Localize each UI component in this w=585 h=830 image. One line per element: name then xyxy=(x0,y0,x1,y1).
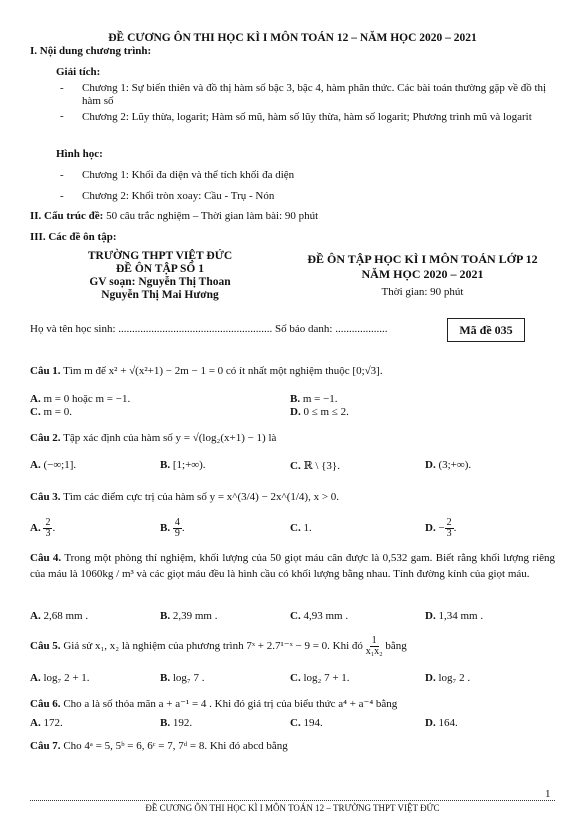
q2-option-d xyxy=(425,459,471,471)
teacher-2: Nguyễn Thị Mai Hương xyxy=(101,289,219,301)
fraction xyxy=(366,636,383,657)
q7-text: Cho 4ᵃ = 5, 5ᵇ = 6, 6ᶜ = 7, 7ᵈ = 8. Khi đó abcd bằng xyxy=(63,740,288,752)
option-value: 192. xyxy=(172,717,193,729)
option-letter: D. xyxy=(425,522,436,535)
school-block xyxy=(60,250,260,302)
option-letter: B. xyxy=(160,522,171,535)
gt-item-1: Chương 1: Sự biến thiên và đồ thị hàm số bậc 3, bậc 4, hàm phân thức. Các bài toán thường gặp về đồ thị hàm số xyxy=(82,82,547,107)
option-value: 194. xyxy=(303,717,323,729)
option-value: ℝ \ {3}. xyxy=(303,460,340,472)
q5-option-b xyxy=(160,672,205,684)
footer-text: ĐỀ CƯƠNG ÔN THI HỌC KÌ I MÔN TOÁN 12 – TRƯỜNG THPT VIỆT ĐỨC xyxy=(145,803,440,813)
denominator: 3 xyxy=(45,528,51,539)
q1-text: Tìm m để x² + √(x²+1) − 2m − 1 = 0 có ít nhất một nghiệm thuộc [0;√3]. xyxy=(63,365,383,377)
fraction xyxy=(43,518,52,539)
option-value: m = 0 hoặc m = −1. xyxy=(43,393,131,405)
option-letter: B. xyxy=(290,393,301,405)
footer-divider xyxy=(30,800,555,801)
q3-option-d: D. − $\frac{2}{3}$ . xyxy=(425,517,457,539)
q5-label: Câu 5. xyxy=(30,640,61,653)
option-letter: D. xyxy=(425,672,436,684)
option-letter: C. xyxy=(290,672,301,684)
option-letter: B. xyxy=(160,459,171,471)
option-value: log₇ 7 . xyxy=(172,672,205,684)
exam-title-block xyxy=(290,252,555,282)
option-letter: A. xyxy=(30,610,41,622)
option-value: log₇ 2 + 1. xyxy=(43,672,90,684)
q5-option-d xyxy=(425,672,470,684)
q4-option-c xyxy=(290,610,348,622)
numerator: 2 xyxy=(446,517,452,528)
q1-option-c xyxy=(30,406,72,418)
fraction xyxy=(445,518,454,539)
option-letter: C. xyxy=(290,460,301,472)
q3-option-a: A. $\frac{2}{3}$ . xyxy=(30,517,56,539)
document-title: ĐỀ CƯƠNG ÔN THI HỌC KÌ I MÔN TOÁN 12 – NĂM HỌC 2020 – 2021 xyxy=(108,32,477,44)
page-number: 1 xyxy=(545,788,551,800)
question-1 xyxy=(30,365,383,377)
q6-text: Cho a là số thỏa mãn a + a⁻¹ = 4 . Khi đó giá trị của biểu thức a⁴ + a⁻⁴ bằng xyxy=(63,698,398,710)
option-letter: D. xyxy=(425,610,436,622)
exam-title-line-1: ĐỀ ÔN TẬP HỌC KÌ I MÔN TOÁN LỚP 12 xyxy=(307,252,538,266)
option-letter: C. xyxy=(290,522,301,534)
q5-option-a xyxy=(30,672,90,684)
exam-number: ĐỀ ÔN TẬP SỐ 1 xyxy=(116,263,204,275)
q3-label: Câu 3. xyxy=(30,491,61,503)
exam-code-box: Mã đề 035 xyxy=(447,318,525,342)
q5-text: Giả sử x₁, x₂ là nghiệm của phương trình 7ˣ + 2.7¹⁻ˣ − 9 = 0. Khi đó xyxy=(63,640,363,653)
option-letter: B. xyxy=(160,672,171,684)
option-letter: A. xyxy=(30,717,41,729)
q2-label: Câu 2. xyxy=(30,432,61,444)
option-letter: B. xyxy=(160,717,171,729)
q4-option-d xyxy=(425,610,483,622)
option-letter: A. xyxy=(30,672,41,684)
q1-label: Câu 1. xyxy=(30,365,61,377)
q5-tail: bằng xyxy=(385,640,407,653)
bullet-dash: - xyxy=(60,110,64,122)
option-letter: C. xyxy=(290,610,301,622)
option-value: (−∞;1]. xyxy=(43,459,77,471)
question-2 xyxy=(30,432,276,444)
section-2-text: 50 câu trắc nghiệm – Thời gian làm bài: 90 phút xyxy=(106,210,319,222)
student-info-line: Họ và tên học sinh: ........................................................ Số báo danh: ................... xyxy=(30,323,388,335)
option-value: log₇ 2 . xyxy=(438,672,471,684)
q2-option-c xyxy=(290,459,340,472)
option-value: 164. xyxy=(438,717,458,729)
q3-text: Tìm các điểm cực trị của hàm số y = x^(3/4) − 2x^(1/4), x > 0. xyxy=(63,491,340,503)
option-value: m = 0. xyxy=(43,406,72,418)
option-letter: B. xyxy=(160,610,171,622)
q7-label: Câu 7. xyxy=(30,740,61,752)
q1-option-b xyxy=(290,393,338,405)
q2-option-a xyxy=(30,459,76,471)
bullet-dash: - xyxy=(60,82,64,94)
giai-tich-heading: Giải tích: xyxy=(56,66,101,78)
hh-item-1: Chương 1: Khối đa diện và thể tích khối đa diện xyxy=(82,169,295,181)
q1-option-d xyxy=(290,406,349,418)
option-letter: C. xyxy=(290,717,301,729)
option-value: m = −1. xyxy=(302,393,338,405)
option-letter: A. xyxy=(30,522,41,535)
q5-option-c xyxy=(290,672,350,684)
denominator: x₁x₂ xyxy=(365,646,383,657)
numerator: 1 xyxy=(371,635,377,646)
option-letter: D. xyxy=(290,406,301,418)
exam-time: Thời gian: 90 phút xyxy=(381,286,464,298)
option-letter: A. xyxy=(30,459,41,471)
q6-option-c xyxy=(290,717,323,729)
hinh-hoc-heading: Hình học: xyxy=(56,148,103,160)
option-value: 2,39 mm . xyxy=(172,610,218,622)
option-value: (3;+∞). xyxy=(438,459,472,471)
numerator: 4 xyxy=(174,517,180,528)
question-5 xyxy=(30,636,407,657)
gt-item-2: Chương 2: Lũy thừa, logarit; Hàm số mũ, hàm số lũy thừa, hàm số logarit; Phương trình mũ và logarit xyxy=(82,111,532,123)
school-name: TRƯỜNG THPT VIỆT ĐỨC xyxy=(87,250,233,262)
option-value: [1;+∞). xyxy=(172,459,206,471)
exam-title-line-2: NĂM HỌC 2020 – 2021 xyxy=(361,267,484,281)
option-value: 1,34 mm . xyxy=(438,610,484,622)
q3-option-c xyxy=(290,522,312,534)
q4-text: Trong một phòng thí nghiệm, khối lượng của 50 giọt máu cân được là 0,532 gam. Biết rằng khối lượng riêng của máu là 1060kg / m³ và các giọt máu đều là hình cầu có khối lượng bằng nhau. Tính đường kính của giọt máu. xyxy=(30,552,556,580)
section-2 xyxy=(30,210,318,222)
q4-label: Câu 4. xyxy=(30,552,62,564)
option-letter: C. xyxy=(30,406,41,418)
option-value: 4,93 mm . xyxy=(303,610,349,622)
q2-option-b xyxy=(160,459,206,471)
q6-option-d xyxy=(425,717,458,729)
hh-item-2: Chương 2: Khối tròn xoay: Cầu - Trụ - Nón xyxy=(82,190,275,202)
option-value: log₂ 7 + 1. xyxy=(303,672,350,684)
q4-option-b xyxy=(160,610,217,622)
teacher-1: GV soạn: Nguyễn Thị Thoan xyxy=(89,276,231,288)
q6-label: Câu 6. xyxy=(30,698,61,710)
section-1-heading: I. Nội dung chương trình: xyxy=(30,45,152,57)
option-letter: D. xyxy=(425,717,436,729)
question-7 xyxy=(30,740,288,752)
section-2-label: II. Cấu trúc đề: xyxy=(30,210,104,222)
fraction xyxy=(173,518,182,539)
denominator: 3 xyxy=(446,528,452,539)
option-value: 2,68 mm . xyxy=(43,610,89,622)
numerator: 2 xyxy=(45,517,51,528)
bullet-dash: - xyxy=(60,169,64,181)
q2-text: Tập xác định của hàm số y = √(log₂(x+1) − 1) là xyxy=(63,432,277,444)
option-value: 1. xyxy=(303,522,312,534)
option-letter: D. xyxy=(425,459,436,471)
q1-option-a xyxy=(30,393,130,405)
question-3 xyxy=(30,491,339,503)
q6-option-b xyxy=(160,717,192,729)
q6-option-a xyxy=(30,717,63,729)
q4-option-a xyxy=(30,610,88,622)
denominator: 9 xyxy=(174,528,180,539)
option-value: 172. xyxy=(43,717,63,729)
q3-option-b: B. $\frac{4}{9}$ . xyxy=(160,517,185,539)
bullet-dash: - xyxy=(60,190,64,202)
question-6 xyxy=(30,697,397,710)
section-3-heading: III. Các đề ôn tập: xyxy=(30,231,117,243)
option-value: 0 ≤ m ≤ 2. xyxy=(303,406,349,418)
option-letter: A. xyxy=(30,393,41,405)
question-4 xyxy=(30,550,555,582)
